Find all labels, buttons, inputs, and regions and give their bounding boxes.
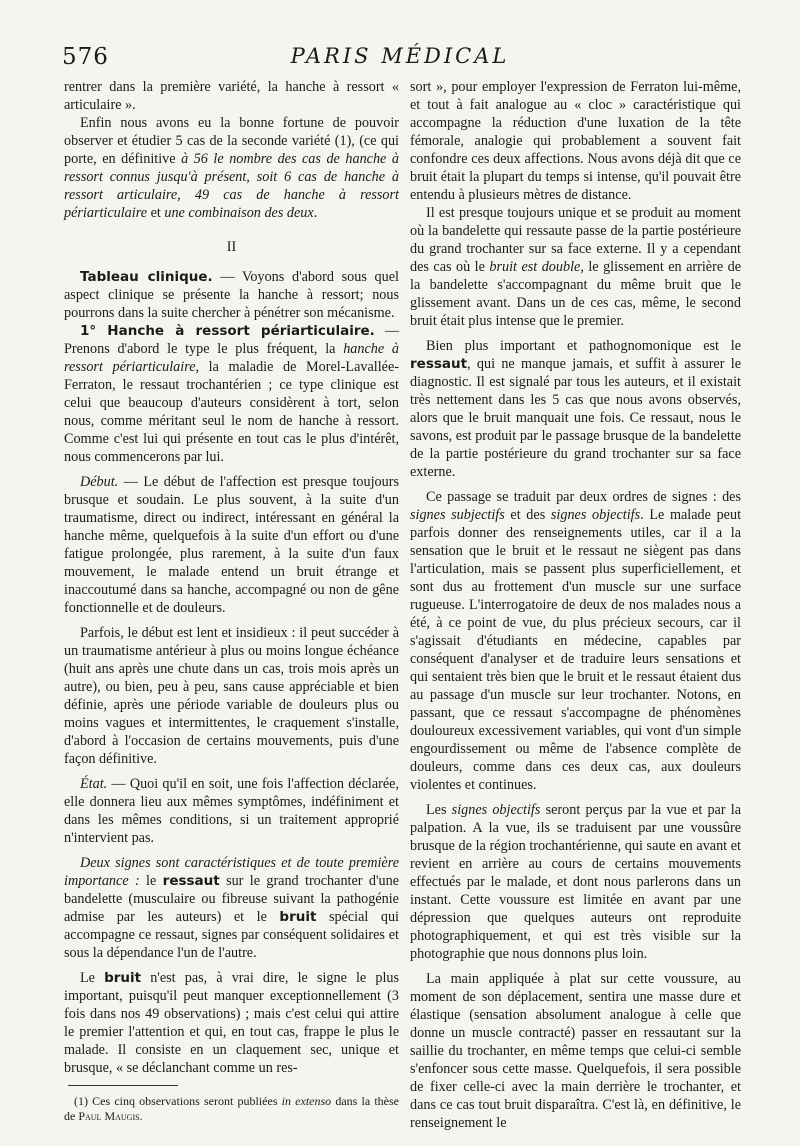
text-run: , le glissement en arrière de la bandelette s'accompagnant du même bruit que le glissement avant. Dans un de ces cas, même, le second bruit était plus intense que le premier. — [410, 259, 741, 329]
text-run: et — [147, 205, 165, 221]
text-run: n'est pas, à vrai dire, le signe le plus important, puisqu'il peut manquer exceptionnellement (3 fois dans nos 49 observations) ; mais c'est celui qui attire le premier l'attention et qui, en tout cas, frappe le plus le malade. Il consiste en un claquement sec, unique et brusque, « se déclanchant comme un res- — [64, 970, 399, 1076]
right-column — [410, 78, 741, 1132]
italic-run: une combinaison des deux — [164, 205, 314, 221]
left-column — [64, 78, 399, 1124]
run-in-heading: Tableau clinique. — [80, 269, 213, 285]
page-number: 576 — [62, 44, 109, 70]
text-run: (1) Ces cinq observations seront publiées — [74, 1094, 282, 1108]
text-run: — Le début de l'affection est presque toujours brusque et soudain. Le plus souvent, à la suite d'un traumatisme, direct ou indirect, intéressant en général la hanche même, quelquefois à la suite d'un effort ou d'une fatigue prolongée, plus rarement, à la suite d'un faux mouvement, le malade entend un bruit étrange et inaccoutumé dans sa hanche, accompagné ou non de gêne fonctionnelle et de douleurs. — [64, 474, 399, 616]
text-run: . Le malade peut parfois donner des renseignements utiles, car il a la sensation que le bruit et le ressaut ne siègent pas dans l'articulation, mais se passent plus superficiellement, et sont dus au frottement d'un muscle sur une surface rugueuse. L'interrogatoire de deux de nos malades nous a été, à ce point de vue, du plus précieux secours, car il s'agissait d'étudiants en médecine, capables par conséquent d'analyser et de traduire leurs sensations et qui sentaient très bien que le bruit et le ressaut étaient dus au passage d'un muscle sur leur trochanter. Notons, en passant, que ce ressaut s'accompagne de phénomènes douloureux excessivement variables, qui vont d'un simple engourdissement ou même de l'absence complète de douleurs, comme dans ces deux cas, aux douleurs violentes et continues. — [410, 507, 742, 793]
text-run: seront perçus par la vue et par la palpation. A la vue, ils se traduisent par une voussûre brusque de la région trochantérienne, qui saute en avant et revient en arrière au cours de certains mouvements effectués par le malade, et dont nous parlerons dans un instant. Cette voussure est limitée en avant par une dépression que quelques auteurs ont reproduite photographiquement, et qui est très visible sur la photographie que nous donnons plus loin. — [410, 802, 741, 962]
paragraph — [410, 488, 741, 794]
text-run: le — [139, 873, 163, 889]
text-run: Ce passage se traduit par deux ordres de signes : des — [426, 489, 741, 505]
section-heading: II — [226, 239, 237, 255]
text-run: — Quoi qu'il en soit, une fois l'affection déclarée, elle donnera lieu aux mêmes symptômes, indéfiniment et dans les mêmes conditions, si un traitement approprié n'intervient pas. — [64, 776, 399, 846]
paragraph — [64, 969, 399, 1077]
paragraph — [410, 801, 741, 963]
text-run: . — [313, 205, 318, 221]
paragraph — [64, 854, 399, 962]
paragraph — [64, 473, 399, 617]
run-in-heading: Début. — [80, 474, 119, 490]
text-run: Les — [426, 802, 452, 818]
bold-term: ressaut — [162, 873, 220, 889]
text-run: sur le grand trochanter d'une bandelette (musculaire ou fibreuse suivant la pathogénie admise par les auteurs) et le — [64, 873, 399, 925]
paragraph: La main appliquée à plat sur cette voussure, au moment de son déplacement, sentira une masse dure et élastique (sensation absolument analogue à celle que donne un muscle contracté) passer en ressautant sur la saillie du trochanter, en même temps que celui-ci semble s'enfoncer sous cette masse. Quelquefois, il sera possible de fixer celle-ci avec la main derrière le trochanter, et dans ce cas tout bruit disparaîtra. C'est là, en définitive, le renseignement le — [410, 971, 741, 1131]
paragraph — [64, 322, 399, 466]
footnote-divider — [68, 1085, 178, 1086]
italic-run: signes subjectifs — [410, 507, 505, 523]
text-run: Enfin nous avons eu la bonne fortune de pouvoir observer et étudier 5 cas de la seconde variété (1), (ce qui porte, en définitive — [64, 115, 399, 167]
italic-run: in extenso — [281, 1094, 332, 1108]
paragraph — [64, 775, 399, 847]
run-in-heading: 1° Hanche à ressort périarticulaire. — [80, 323, 375, 339]
text-run: Le — [80, 970, 105, 986]
paragraph — [410, 204, 741, 330]
text-run: — Prenons d'abord le type le plus fréquent, la — [64, 323, 399, 357]
paragraph: Parfois, le début est lent et insidieux : il peut succéder à un traumatisme antérieur à plus ou moins longue échéance (huit ans après une chute dans un cas, trois mois après un autre), ou bien, peu à peu, sans cause appréciable et bien définie, après une période variable de douleurs plus ou moins vagues et intermittentes, le craquement s'installe, d'abord à l'occasion de certains mouvements, puis d'une façon définitive. — [64, 625, 399, 767]
text-run: et des — [504, 507, 551, 523]
italic-run: signes objectifs — [550, 507, 641, 523]
footnote — [64, 1094, 399, 1124]
running-title: PARIS MÉDICAL — [290, 44, 510, 68]
text-run: dans la thèse de — [64, 1094, 400, 1123]
paragraph — [410, 337, 741, 481]
italic-run: Deux signes sont caractéristiques et de toute première importance : — [64, 855, 399, 889]
bold-term: bruit — [279, 909, 317, 925]
author-name: Paul Maugis — [78, 1109, 140, 1123]
text-run: Bien plus important et pathognomonique est le — [426, 338, 741, 354]
paragraph: sort », pour employer l'expression de Ferraton lui-même, et tout à fait analogue au « cloc » caractéristique qui accompagne la réduction d'une luxation de la tête fémorale, analogie qui probablement a souvent fait confondre ces deux affections. Nous avons déjà dit que ce bruit était la plupart du temps si intense, qu'il pouvait être entendu à plusieurs mètres de distance. — [410, 79, 741, 203]
italic-run: hanche à ressort périarticulaire — [64, 341, 399, 375]
italic-run: à 56 le nombre des cas de hanche à ressort connus jusqu'à présent, soit 6 cas de hanche à ressort articulaire, 49 cas de hanche à ressort périarticulaire — [64, 151, 399, 221]
paragraph — [64, 268, 399, 322]
text-run: spécial qui accompagne ce ressaut, signes par conséquent solidaires et sous la dépendance l'un de l'autre. — [64, 909, 399, 961]
paragraph: rentrer dans la première variété, la hanche à ressort « articulaire ». — [64, 79, 399, 113]
run-in-heading: État. — [80, 776, 108, 792]
text-run: Il est presque toujours unique et se produit au moment où la bandelette qui ressaute passe de la partie postérieure du grand trochanter sur sa face externe. Il y a cependant des cas où le — [410, 205, 741, 275]
italic-run: signes objectifs — [451, 802, 541, 818]
paragraph — [64, 114, 399, 222]
text-run: , la maladie de Morel-Lavallée-Ferraton, le ressaut trochantérien ; ce type clinique est celui que beaucoup d'auteurs considèrent à tort, selon nous, comme méritant seul le nom de hanche à ressort. Comme c'est lui qui présente en tout cas le plus d'intérêt, nous commencerons par lui. — [64, 359, 399, 465]
italic-run: bruit est double — [489, 259, 581, 275]
text-run: — Voyons d'abord sous quel aspect clinique se présente la hanche à ressort; nous pourrons dans la suite chercher à pénétrer son mécanisme. — [64, 269, 399, 321]
bold-term: bruit — [104, 970, 142, 986]
bold-term: ressaut — [410, 356, 468, 372]
text-run: . — [139, 1109, 143, 1123]
text-run: , qui ne manque jamais, et suffit à assurer le diagnostic. Il est signalé par tous les auteurs, et il existait très nettement dans les 5 cas que nous avons observés, alors que le bruit manquait une fois. Ce ressaut, nous le savons, est produit par le passage brusque de la bandelette de la partie postérieure du grand trochanter sur sa face externe. — [410, 356, 741, 480]
